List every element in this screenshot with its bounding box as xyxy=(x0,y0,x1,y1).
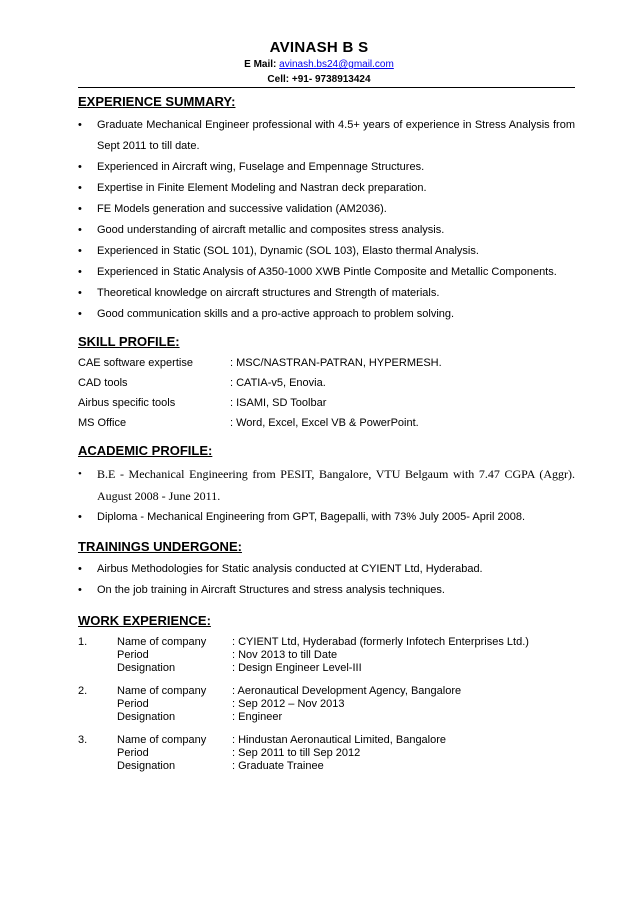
list-item xyxy=(78,283,575,304)
academic-profile-section xyxy=(78,443,575,528)
bullet-icon: • xyxy=(78,161,82,173)
skill-value: : ISAMI, SD Toolbar xyxy=(230,397,327,409)
work-entry-values xyxy=(232,685,575,724)
work-experience-section xyxy=(78,613,575,783)
work-entry xyxy=(78,636,575,675)
skill-value: : Word, Excel, Excel VB & PowerPoint. xyxy=(230,417,419,429)
skill-row xyxy=(78,373,575,393)
bullet-icon: • xyxy=(78,182,82,194)
trainings-list xyxy=(78,559,575,601)
skill-key: CAE software expertise xyxy=(78,357,193,369)
work-entry-labels xyxy=(117,636,232,675)
designation-value: : Graduate Trainee xyxy=(232,760,324,772)
list-item xyxy=(78,580,575,601)
list-item xyxy=(78,262,575,283)
skill-row xyxy=(78,393,575,413)
designation-label: Designation xyxy=(117,711,176,723)
section-title: SKILL PROFILE: xyxy=(78,334,180,349)
bullet-icon: • xyxy=(78,563,82,575)
bullet-icon: • xyxy=(78,511,82,523)
designation-label: Designation xyxy=(117,760,176,772)
bullet-icon: • xyxy=(78,119,82,131)
list-item-text: Good communication skills and a pro-active approach to problem solving. xyxy=(97,308,455,320)
bullet-icon: • xyxy=(78,224,82,236)
list-item-text: FE Models generation and successive validation (AM2036). xyxy=(97,203,387,215)
skill-key: MS Office xyxy=(78,417,127,429)
bullet-icon: • xyxy=(78,308,82,320)
company-value: : Hindustan Aeronautical Limited, Bangalore xyxy=(232,734,447,746)
skill-row xyxy=(78,413,575,433)
bullet-icon: • xyxy=(78,245,82,257)
designation-label: Designation xyxy=(117,662,176,674)
section-title: WORK EXPERIENCE: xyxy=(78,613,211,628)
period-label: Period xyxy=(117,698,149,710)
skill-key: CAD tools xyxy=(78,377,128,389)
period-value: : Sep 2011 to till Sep 2012 xyxy=(232,747,361,759)
work-entry-number: 3. xyxy=(78,734,88,746)
list-item-text: Experienced in Static (SOL 101), Dynamic (SOL 103), Elasto thermal Analysis. xyxy=(97,245,479,257)
trainings-section xyxy=(78,539,575,601)
section-title: EXPERIENCE SUMMARY: xyxy=(78,94,236,109)
work-entry-number: 2. xyxy=(78,685,88,697)
list-item xyxy=(78,199,575,220)
skill-row xyxy=(78,353,575,373)
designation-value: : Engineer xyxy=(232,711,283,723)
list-item xyxy=(78,304,575,325)
company-label: Name of company xyxy=(117,734,207,746)
list-item-text: B.E - Mechanical Engineering from PESIT, Bangalore, VTU Belgaum with 7.47 CGPA (Aggr). August 2008 - June 2011. xyxy=(97,467,575,503)
list-item xyxy=(78,178,575,199)
period-label: Period xyxy=(117,649,149,661)
experience-summary-list xyxy=(78,115,575,325)
company-value: : Aeronautical Development Agency, Bangalore xyxy=(232,685,462,697)
company-value: : CYIENT Ltd, Hyderabad (formerly Infotech Enterprises Ltd.) xyxy=(232,636,529,648)
skill-value: : CATIA-v5, Enovia. xyxy=(230,377,326,389)
designation-value: : Design Engineer Level-III xyxy=(232,662,362,674)
skill-value: : MSC/NASTRAN-PATRAN, HYPERMESH. xyxy=(230,357,442,369)
bullet-icon: • xyxy=(78,468,82,480)
list-item xyxy=(78,157,575,178)
work-entry-values xyxy=(232,636,575,675)
list-item-text: On the job training in Aircraft Structures and stress analysis techniques. xyxy=(97,584,445,596)
list-item xyxy=(78,559,575,580)
company-label: Name of company xyxy=(117,685,207,697)
email-link[interactable]: avinash.bs24@gmail.com xyxy=(279,59,394,70)
company-label: Name of company xyxy=(117,636,207,648)
work-entry-number: 1. xyxy=(78,636,88,648)
work-entry xyxy=(78,734,575,773)
section-title: TRAININGS UNDERGONE: xyxy=(78,539,242,554)
experience-summary-section xyxy=(78,94,575,325)
list-item-text: Graduate Mechanical Engineer professional with 4.5+ years of experience in Stress Analysis from Sept 2011 to till date. xyxy=(97,119,575,152)
list-item xyxy=(78,241,575,262)
skill-table xyxy=(78,353,575,433)
period-value: : Nov 2013 to till Date xyxy=(232,649,338,661)
period-label: Period xyxy=(117,747,149,759)
list-item-text: Experienced in Static Analysis of A350-1000 XWB Pintle Composite and Metallic Components. xyxy=(97,266,557,278)
header-divider xyxy=(78,87,575,88)
bullet-icon: • xyxy=(78,287,82,299)
list-item-text: Diploma - Mechanical Engineering from GPT, Bagepalli, with 73% July 2005- April 2008. xyxy=(97,511,525,523)
list-item-text: Experienced in Aircraft wing, Fuselage and Empennage Structures. xyxy=(97,161,425,173)
list-item-text: Good understanding of aircraft metallic and composites stress analysis. xyxy=(97,224,445,236)
work-entry-values xyxy=(232,734,575,773)
list-item xyxy=(78,115,575,157)
list-item-text: Theoretical knowledge on aircraft structures and Strength of materials. xyxy=(97,287,440,299)
work-entry xyxy=(78,685,575,724)
academic-list xyxy=(78,463,575,528)
list-item-text: Airbus Methodologies for Static analysis conducted at CYIENT Ltd, Hyderabad. xyxy=(97,563,483,575)
skill-key: Airbus specific tools xyxy=(78,397,176,409)
bullet-icon: • xyxy=(78,266,82,278)
list-item xyxy=(78,463,575,507)
bullet-icon: • xyxy=(78,584,82,596)
skill-profile-section xyxy=(78,334,575,433)
list-item xyxy=(78,507,575,528)
cell-line: Cell: +91- 9738913424 xyxy=(267,74,371,85)
email-line xyxy=(0,59,638,70)
work-entry-labels xyxy=(117,685,232,724)
period-value: : Sep 2012 – Nov 2013 xyxy=(232,698,345,710)
bullet-icon: • xyxy=(78,203,82,215)
candidate-name: AVINASH B S xyxy=(269,39,369,56)
list-item xyxy=(78,220,575,241)
email-label: E Mail: xyxy=(244,59,277,70)
work-entry-labels xyxy=(117,734,232,773)
section-title: ACADEMIC PROFILE: xyxy=(78,443,213,458)
work-list xyxy=(78,636,575,773)
list-item-text: Expertise in Finite Element Modeling and Nastran deck preparation. xyxy=(97,182,427,194)
